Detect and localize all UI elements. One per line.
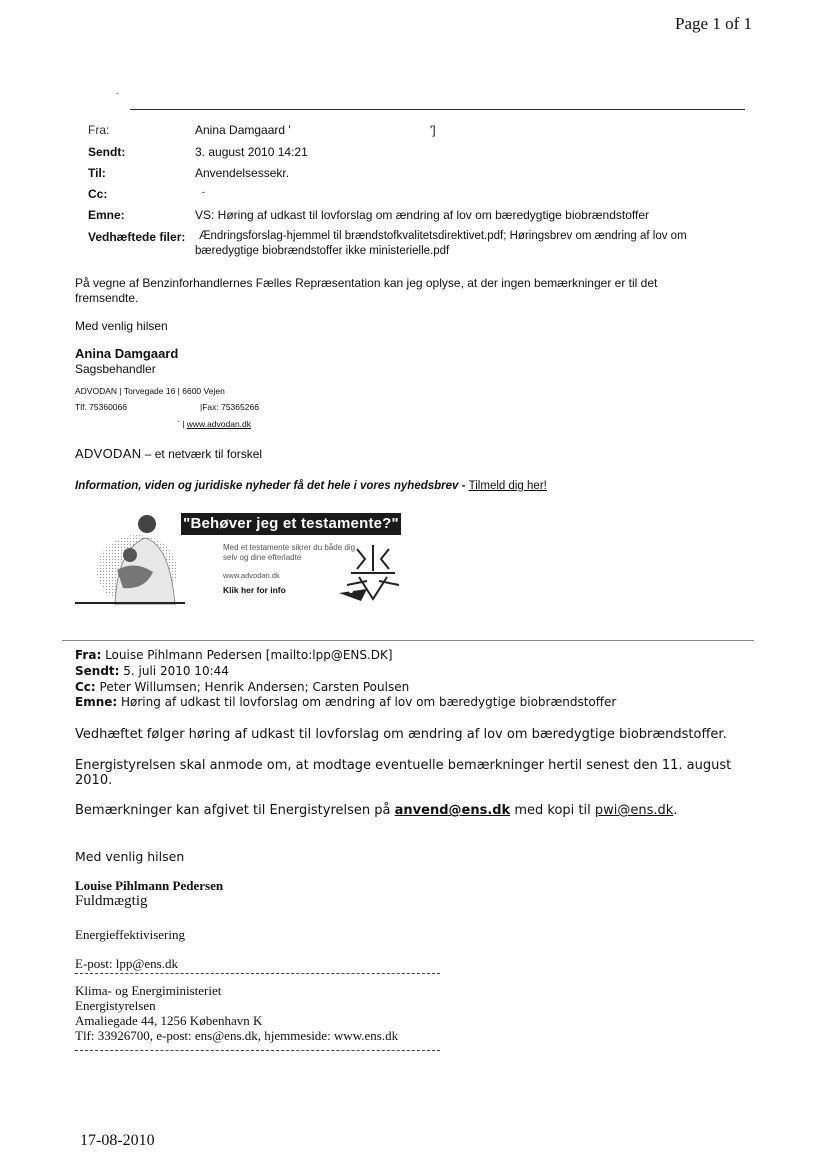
pwi-email-link[interactable]: pwi@ens.dk	[594, 803, 674, 818]
org-line2: Energistyrelsen	[75, 998, 156, 1013]
to-label: Til:	[88, 166, 106, 180]
testament-banner[interactable]	[75, 505, 412, 605]
fw-signature-dept: Energieffektivisering	[75, 927, 185, 942]
attachments-line1[interactable]: Ændringsforslag-hjemmel til brændstofkvalitetsdirektivet.pdf; Høringsbrev om ændring af lov om	[199, 230, 687, 242]
banner-subtext-line2: selv og dine efterladte	[223, 553, 302, 562]
signature-dash-rule-bottom	[75, 1050, 440, 1051]
newsletter-line	[75, 480, 547, 492]
fw-subject-value: Høring af udkast til lovforslag om ændring af lov om bæredygtige biobrændstoffer	[117, 695, 617, 709]
fw-sent-value: 5. juli 2010 10:44	[119, 664, 229, 678]
fw-para3-mid: med kopi til	[510, 803, 595, 818]
attachments-label: Vedhæftede filer:	[88, 230, 186, 244]
from-value: Anina Damgaard '	[195, 123, 291, 137]
subject-label: Emne:	[88, 208, 125, 222]
from-bracket: ']	[430, 123, 436, 137]
fw-para2-line1: Energistyrelsen skal anmode om, at modtage eventuelle bemærkninger hertil senest den 11. august	[75, 758, 732, 773]
advodan-phone: Tlf. 75360066	[75, 402, 127, 412]
advodan-fax: |Fax: 75365266	[200, 402, 259, 412]
advodan-tagline: – et netværk til forskel	[141, 447, 263, 461]
banner-info-link[interactable]: Klik her for info	[223, 585, 286, 595]
banner-subtext-line1: Med et testamente sikrer du både dig	[223, 543, 356, 552]
subject-value: VS: Høring af udkast til lovforslag om ændring af lov om bæredygtige biobrændstoffer	[195, 208, 649, 222]
fw-subject-label: Emne:	[75, 695, 118, 709]
footer-date: 17-08-2010	[80, 1132, 155, 1149]
newsletter-signup-link[interactable]: Tilmeld dig her!	[468, 480, 547, 492]
forward-separator	[62, 640, 754, 641]
fw-cc-label: Cc:	[75, 680, 96, 694]
reply-sender-name: Anina Damgaard	[75, 346, 179, 361]
org-line4: Tlf: 33926700, e-post: ens@ens.dk, hjemmeside: www.ens.dk	[75, 1028, 399, 1043]
fw-sent-line	[75, 664, 229, 678]
anvend-email-link[interactable]: anvend@ens.dk	[394, 803, 511, 818]
person-photo-icon	[75, 510, 185, 605]
advodan-web-line	[177, 418, 251, 431]
reply-greeting: Med venlig hilsen	[75, 319, 168, 333]
cc-label: Cc:	[88, 187, 108, 201]
fw-subject-line	[75, 695, 616, 709]
fw-from-value: Louise Pihlmann Pedersen [mailto:lpp@ENS.DK]	[101, 648, 393, 662]
banner-url: www.advodan.dk	[223, 571, 280, 580]
web-prefix: ` |	[177, 419, 187, 429]
advodan-tagline-line	[75, 446, 262, 461]
fw-para1: Vedhæftet følger høring af udkast til lovforslag om ændring af lov om bæredygtige biobrændstoffer.	[75, 727, 727, 742]
fw-sent-label: Sendt:	[75, 664, 120, 678]
fw-signature-email: E-post: lpp@ens.dk	[75, 956, 178, 971]
signature-dash-rule-top	[75, 973, 440, 974]
fw-para3-suffix: .	[673, 803, 678, 818]
header-rule	[130, 109, 745, 110]
fw-signature-name: Louise Pihlmann Pedersen	[75, 878, 224, 893]
fw-from-line	[75, 648, 393, 662]
fw-from-label: Fra:	[75, 648, 102, 662]
cc-value: -	[202, 187, 205, 197]
banner-headline: "Behøver jeg et testamente?"	[181, 513, 401, 535]
sent-value: 3. august 2010 14:21	[195, 145, 308, 159]
sent-label: Sendt:	[88, 145, 126, 159]
fw-para3	[75, 803, 677, 818]
fw-signature-title: Fuldmægtig	[75, 893, 148, 909]
from-label: Fra:	[88, 123, 110, 137]
fw-para3-prefix: Bemærkninger kan afgivet til Energistyrelsen på	[75, 803, 395, 818]
advodan-brand: ADVODAN	[75, 446, 142, 461]
reply-sender-title: Sagsbehandler	[75, 362, 156, 376]
advodan-web-link[interactable]: www.advodan.dk	[186, 419, 252, 429]
fw-cc-line	[75, 680, 409, 694]
advodan-address: ADVODAN | Torvegade 16 | 6600 Vejen	[75, 386, 225, 396]
attachments-line2[interactable]: bæredygtige biobrændstoffer ikke ministerielle.pdf	[195, 245, 450, 257]
reply-line1: På vegne af Benzinforhandlernes Fælles Repræsentation kan jeg oplyse, at der ingen bemærkninger er til det	[75, 276, 658, 290]
fw-para2-line2: 2010.	[75, 773, 113, 788]
org-line1: Klima- og Energiministeriet	[75, 983, 222, 998]
fw-greeting: Med venlig hilsen	[75, 849, 185, 864]
scan-mark: -	[116, 88, 119, 98]
page-number: Page 1 of 1	[675, 14, 752, 33]
advodan-logo-icon	[337, 541, 409, 603]
to-value: Anvendelsessekr.	[195, 166, 290, 180]
fw-cc-value: Peter Willumsen; Henrik Andersen; Carsten Poulsen	[95, 680, 410, 694]
org-line3: Amaliegade 44, 1256 København K	[75, 1013, 263, 1028]
reply-line2: fremsendte.	[75, 291, 139, 305]
newsletter-text: Information, viden og juridiske nyheder få det hele i vores nyhedsbrev -	[75, 480, 469, 492]
